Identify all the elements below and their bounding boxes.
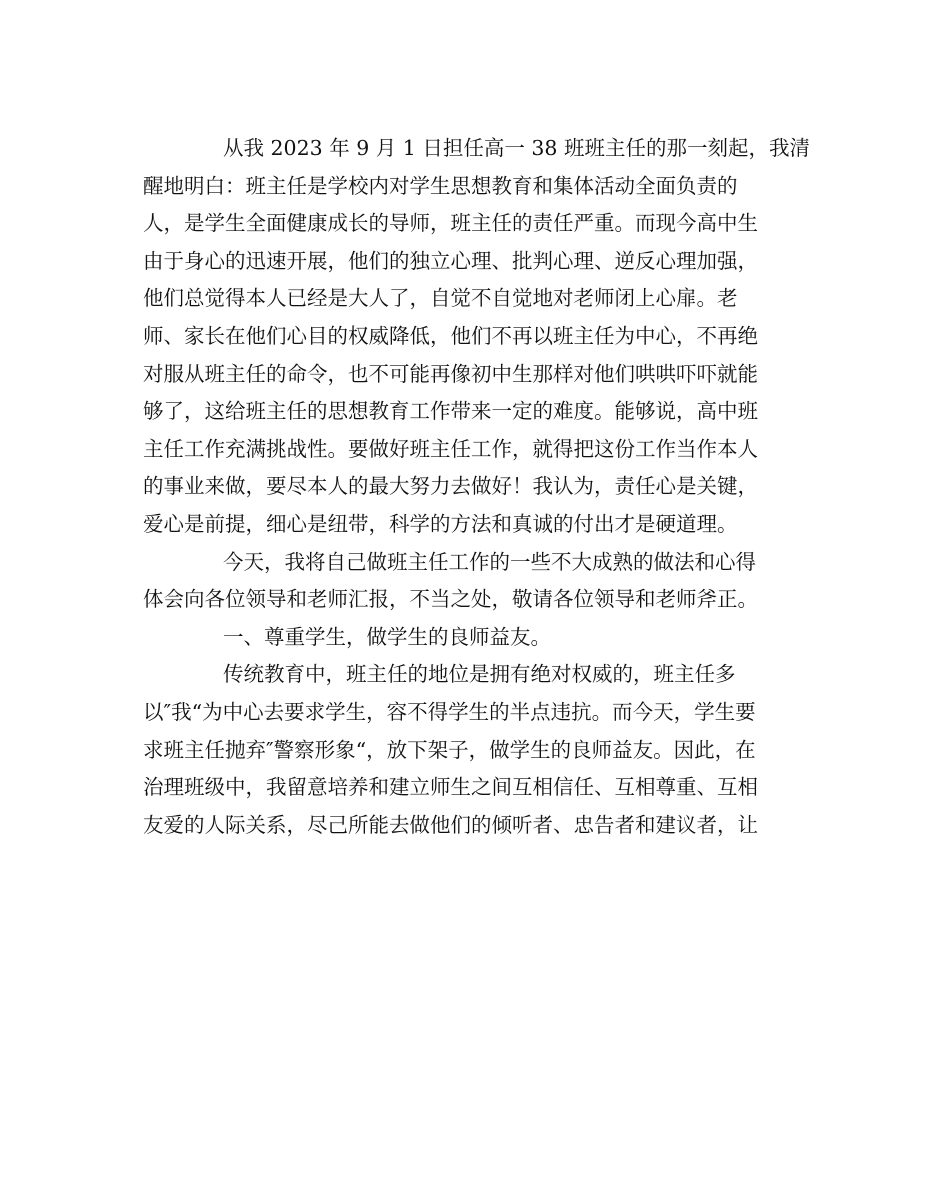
text-line: 的事业来做，要尽本人的最大努力去做好！我认为，责任心是关键， xyxy=(143,474,758,499)
paragraph-first-line: 传统教育中，班主任的地位是拥有绝对权威的，班主任多 xyxy=(223,662,736,687)
paragraph-first-line: 一、尊重学生，做学生的良师益友。 xyxy=(223,624,551,649)
paragraph-first-line: 今天，我将自己做班主任工作的一些不大成熟的做法和心得 xyxy=(223,549,756,574)
text-line: 以″我“为中心去要求学生，容不得学生的半点违抗。而今天，学生要 xyxy=(143,699,756,724)
text-line: 友爱的人际关系，尽己所能去做他们的倾听者、忠告者和建议者，让 xyxy=(143,812,758,837)
text-line: 体会向各位领导和老师汇报，不当之处，敬请各位领导和老师斧正。 xyxy=(143,587,758,612)
text-line: 对服从班主任的命令，也不可能再像初中生那样对他们哄哄吓吓就能 xyxy=(143,361,758,386)
text-line: 人，是学生全面健康成长的导师，班主任的责任严重。而现今高中生 xyxy=(143,211,758,236)
text-line: 醒地明白：班主任是学校内对学生思想教育和集体活动全面负责的 xyxy=(143,173,738,198)
paragraph-first-line: 从我 2023 年 9 月 1 日担任高一 38 班班主任的那一刻起，我清 xyxy=(223,136,810,160)
text-line: 师、家长在他们心目的权威降低，他们不再以班主任为中心，不再绝 xyxy=(143,323,758,348)
document-body xyxy=(143,130,813,844)
text-line: 由于身心的迅速开展，他们的独立心理、批判心理、逆反心理加强， xyxy=(143,248,758,273)
text-line: 爱心是前提，细心是纽带，科学的方法和真诚的付出才是硬道理。 xyxy=(143,511,738,536)
text-line: 他们总觉得本人已经是大人了，自觉不自觉地对老师闭上心扉。老 xyxy=(143,286,738,311)
text-line: 够了，这给班主任的思想教育工作带来一定的难度。能够说，高中班 xyxy=(143,399,758,424)
text-line: 治理班级中，我留意培养和建立师生之间互相信任、互相尊重、互相 xyxy=(143,775,758,800)
text-line: 求班主任抛弃″警察形象“，放下架子，做学生的良师益友。因此，在 xyxy=(143,737,756,762)
text-line: 主任工作充满挑战性。要做好班主任工作，就得把这份工作当作本人 xyxy=(143,436,758,461)
